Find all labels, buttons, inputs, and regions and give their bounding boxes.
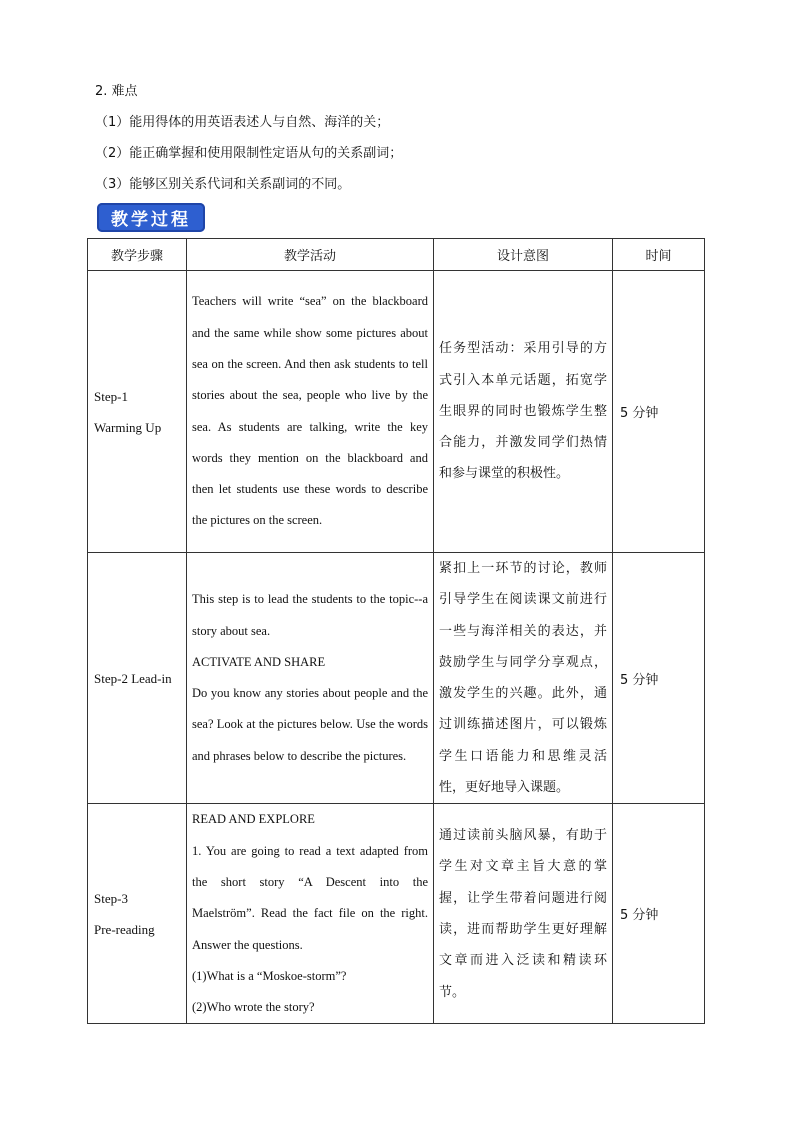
- difficulty-item-1: （1）能用得体的用英语表述人与自然、海洋的关；: [95, 115, 390, 130]
- intent-text: 紧扣上一环节的讨论，教师引导学生在阅读课文前进行一些与海洋相关的表达，并鼓励学生与同学分享观点，激发学生的兴趣。此外，通过训练描述图片，可以锻炼学生口语能力和思维灵活性，更好地导入课题。: [439, 561, 607, 796]
- step-title: Warming Up: [94, 419, 162, 435]
- intent-cell: [434, 271, 613, 553]
- header-intent: 设计意图: [434, 239, 613, 271]
- intent-cell: [434, 804, 613, 1024]
- time-cell: 5 分钟: [613, 804, 705, 1024]
- header-step: 教学步骤: [88, 239, 187, 271]
- step-cell: [88, 804, 187, 1024]
- activity-paragraph: ACTIVATE AND SHARE: [192, 654, 326, 669]
- header-activity: 教学活动: [187, 239, 434, 271]
- activity-cell: [187, 553, 434, 804]
- activity-paragraph: READ AND EXPLORE: [192, 812, 315, 827]
- table-row: [88, 271, 705, 553]
- step-title: Pre-reading: [94, 921, 155, 937]
- step-label: Step-1: [94, 388, 128, 404]
- header-time: 时间: [613, 239, 705, 271]
- difficulty-heading: 2. 难点: [95, 84, 138, 99]
- step-cell: [88, 553, 187, 804]
- intent-cell: [434, 553, 613, 804]
- teaching-process-table: [87, 238, 705, 1024]
- activity-text: Teachers will write “sea” on the blackboard and the same while show some pictures about sea on the screen. And then ask students to tell stories about the sea, people who live by the sea. As students are talking, write the key words they mention on the blackboard and then let students use these words to describe the pictures on the screen.: [192, 294, 428, 528]
- step-cell: [88, 271, 187, 553]
- section-banner-teaching-process: 教学过程: [97, 203, 205, 232]
- activity-paragraph: This step is to lead the students to the topic--a story about sea.: [192, 592, 428, 638]
- activity-cell: [187, 804, 434, 1024]
- table-header-row: [88, 239, 705, 271]
- intent-text: 通过读前头脑风暴，有助于学生对文章主旨大意的掌握，让学生带着问题进行阅读，进而帮助学生更好理解文章而进入泛读和精读环节。: [439, 828, 607, 1000]
- activity-paragraph: (2)Who wrote the story?: [192, 1000, 315, 1015]
- difficulty-item-3: （3）能够区别关系代词和关系副词的不同。: [95, 177, 351, 192]
- step-label: Step-2 Lead-in: [94, 670, 172, 686]
- activity-paragraph: 1. You are going to read a text adapted from the short story “A Descent into the Maelström”. Read the fact file on the right. Answer the questions.: [192, 843, 428, 952]
- table-row: [88, 804, 705, 1024]
- time-cell: 5 分钟: [613, 553, 705, 804]
- activity-paragraph: (1)What is a “Moskoe-storm”?: [192, 968, 347, 983]
- table-row: [88, 553, 705, 804]
- step-label: Step-3: [94, 890, 128, 906]
- activity-cell: [187, 271, 434, 553]
- intent-text: 任务型活动：采用引导的方式引入本单元话题，拓宽学生眼界的同时也锻炼学生整合能力，并激发同学们热情和参与课堂的积极性。: [439, 341, 607, 482]
- activity-paragraph: Do you know any stories about people and the sea? Look at the pictures below. Use the words and phrases below to describe the pictures.: [192, 686, 428, 763]
- difficulty-item-2: （2）能正确掌握和使用限制性定语从句的关系副词；: [95, 146, 403, 161]
- time-cell: 5 分钟: [613, 271, 705, 553]
